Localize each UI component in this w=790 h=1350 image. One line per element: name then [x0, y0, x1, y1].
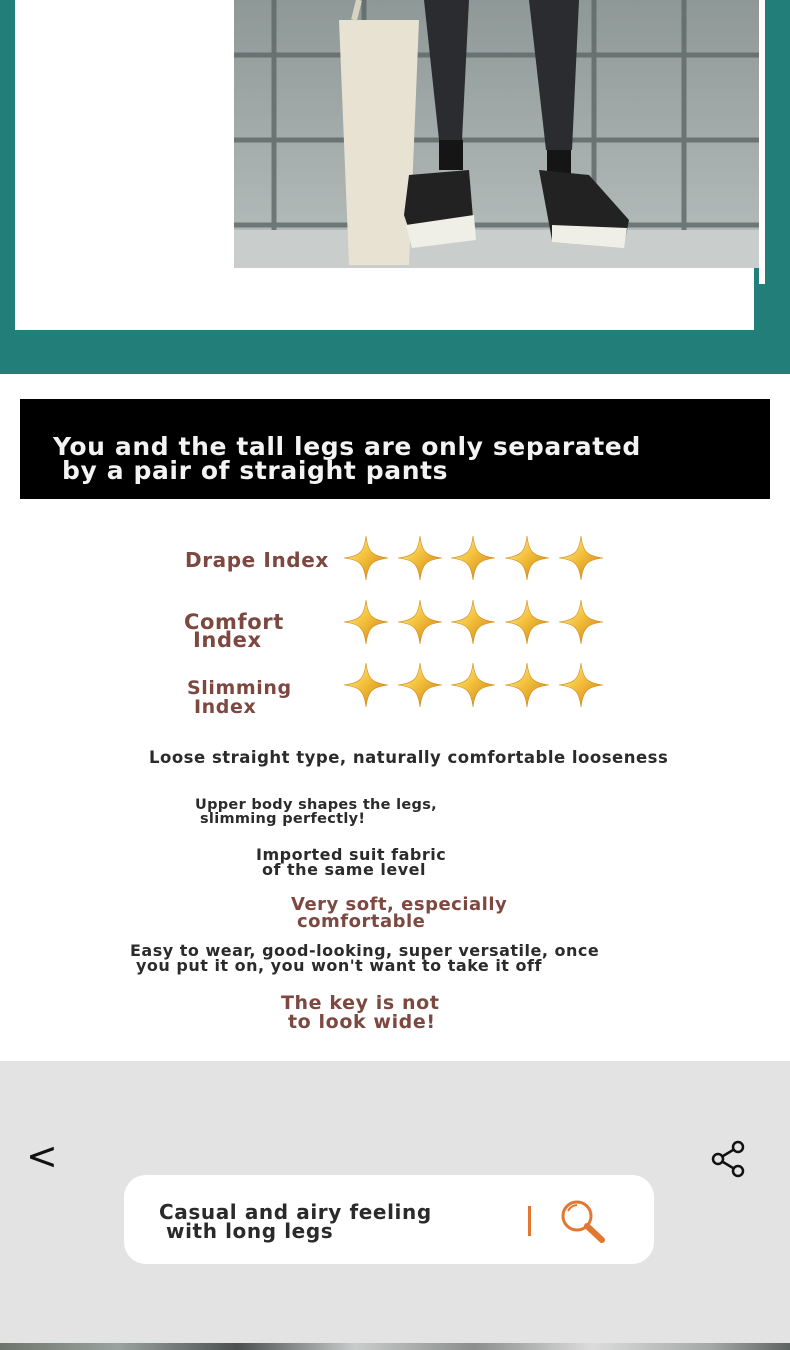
feature-key-2: to look wide! — [288, 1011, 436, 1033]
feature-upper-2: slimming perfectly! — [200, 811, 366, 827]
star-icon — [343, 599, 389, 645]
feature-loose: Loose straight type, naturally comfortable looseness — [149, 748, 669, 767]
star-icon — [397, 662, 443, 708]
star-icon — [343, 662, 389, 708]
slimming-index-label-2: Index — [194, 696, 257, 718]
star-icon — [450, 662, 496, 708]
star-icon — [397, 535, 443, 581]
star-icon — [558, 599, 604, 645]
feature-soft-1: Very soft, especially — [291, 894, 508, 915]
feature-fabric-2: of the same level — [262, 860, 426, 879]
search-text-line-2[interactable]: with long legs — [166, 1219, 334, 1243]
star-icon — [450, 599, 496, 645]
star-icon — [504, 599, 550, 645]
photo-border — [759, 0, 765, 284]
feature-fabric-1: Imported suit fabric — [256, 845, 447, 864]
product-photo — [234, 0, 759, 268]
feature-key-1: The key is not — [281, 992, 440, 1014]
feature-easy-1: Easy to wear, good-looking, super versatile, once — [130, 941, 600, 960]
feature-soft-2: comfortable — [297, 911, 426, 932]
star-icon — [558, 535, 604, 581]
feature-easy-2: you put it on, you won't want to take it off — [136, 956, 542, 975]
share-icon[interactable] — [708, 1140, 748, 1178]
search-icon[interactable] — [558, 1198, 606, 1244]
feature-upper-1: Upper body shapes the legs, — [195, 797, 437, 813]
comfort-index-label-2: Index — [193, 628, 262, 652]
back-arrow-icon[interactable]: < — [26, 1134, 58, 1178]
headline-line-2: by a pair of straight pants — [62, 456, 449, 485]
next-photo-strip — [0, 1343, 790, 1350]
star-icon — [558, 662, 604, 708]
star-icon — [343, 535, 389, 581]
star-icon — [504, 662, 550, 708]
star-icon — [504, 535, 550, 581]
drape-index-label: Drape Index — [185, 548, 329, 572]
comfort-index-label: Comfort — [184, 610, 284, 634]
star-icon — [397, 599, 443, 645]
search-text-line-1[interactable]: Casual and airy feeling — [159, 1200, 432, 1224]
search-cursor — [528, 1206, 531, 1236]
star-icon — [450, 535, 496, 581]
headline-line-1: You and the tall legs are only separated — [53, 432, 641, 461]
slimming-index-label: Slimming — [187, 677, 292, 699]
